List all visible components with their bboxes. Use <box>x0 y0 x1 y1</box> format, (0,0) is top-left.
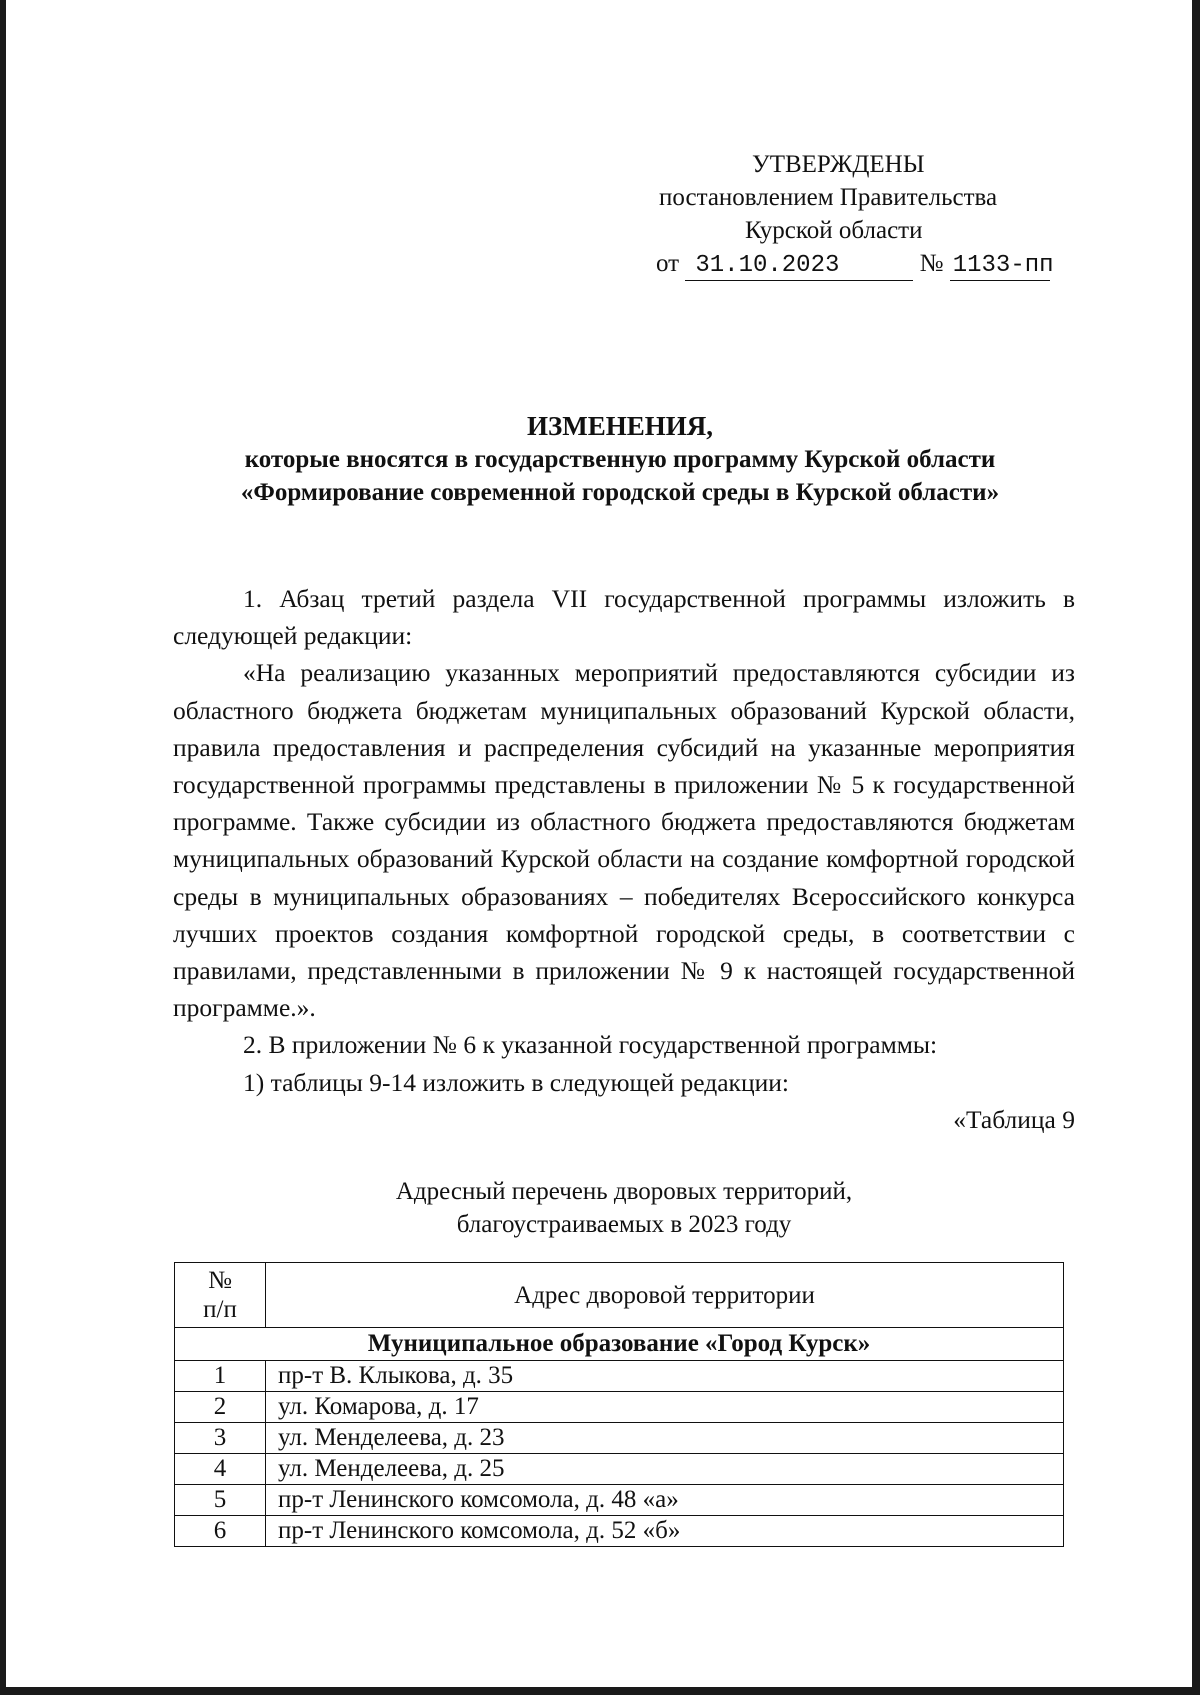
row-number: 3 <box>175 1423 266 1454</box>
row-address: ул. Комарова, д. 17 <box>266 1392 1064 1423</box>
title-line-3: «Формирование современной городской среды в Курской области» <box>240 479 1000 506</box>
title-line-2: которые вносятся в государственную программу Курской области <box>244 446 996 473</box>
row-address: пр-т Ленинского комсомола, д. 48 «а» <box>266 1485 1064 1516</box>
table-row <box>175 1516 1064 1547</box>
approval-date: 31.10.2023 <box>685 252 913 281</box>
approval-from-label: от <box>656 250 680 277</box>
row-address: пр-т Ленинского комсомола, д. 52 «б» <box>266 1516 1064 1547</box>
table-header-row <box>175 1263 1064 1328</box>
address-table <box>174 1262 1064 1547</box>
paragraph-3: 2. В приложении № 6 к указанной государственной программы: <box>243 1030 938 1060</box>
approval-number: 1133-пп <box>950 252 1050 281</box>
paragraph-2: «На реализацию указанных мероприятий предоставляются субсидии из областного бюджета бюджетам муниципальных образований Курской области, правила предоставления и распределения субсидий на указанные мероприятия государственной программы представлены в приложении № 5 к государственной программе. Также субсидии из областного бюджета предоставляются бюджетам муниципальных образований Курской области на создание комфортной городской среды в муниципальных образованиях – победителях Всероссийского конкурса лучших проектов создания комфортной городской среды, в соответствии с правилами, представленными в приложении № 9 к настоящей государственной программе.». <box>173 658 1075 1023</box>
table-caption <box>173 1175 1075 1241</box>
table-row <box>175 1423 1064 1454</box>
row-address: пр-т В. Клыкова, д. 35 <box>266 1361 1064 1392</box>
approval-line-2: постановлением Правительства <box>659 184 998 211</box>
table-row <box>175 1392 1064 1423</box>
row-number: 4 <box>175 1454 266 1485</box>
table-row <box>175 1361 1064 1392</box>
paragraph-4: 1) таблицы 9-14 изложить в следующей редакции: <box>243 1067 789 1097</box>
caption-line-1: Адресный перечень дворовых территорий, <box>395 1178 853 1205</box>
approval-line-3: Курской области <box>745 217 923 244</box>
approval-block <box>640 148 1080 281</box>
caption-line-2: благоустраиваемых в 2023 году <box>456 1211 792 1238</box>
table-row <box>175 1485 1064 1516</box>
approval-date-line <box>640 247 1080 281</box>
row-address: ул. Менделеева, д. 25 <box>266 1454 1064 1485</box>
row-address: ул. Менделеева, д. 23 <box>266 1423 1064 1454</box>
scan-edge-right <box>1192 0 1200 1695</box>
title-heading: ИЗМЕНЕНИЯ, <box>526 411 713 441</box>
document-title <box>170 410 1070 509</box>
paragraph-1: 1. Абзац третий раздела VII государственной программы изложить в следующей редакции: <box>173 584 1075 651</box>
approval-number-label: № <box>919 250 944 277</box>
table-reference: «Таблица 9 <box>953 1104 1075 1134</box>
approval-heading: УТВЕРЖДЕНЫ <box>752 151 925 178</box>
header-number <box>175 1263 266 1328</box>
row-number: 2 <box>175 1392 266 1423</box>
body-text <box>173 580 1075 1138</box>
group-label: Муниципальное образование «Город Курск» <box>175 1328 1064 1361</box>
scan-edge-bottom <box>0 1687 1200 1695</box>
header-address: Адрес дворовой территории <box>266 1263 1064 1328</box>
table-group-row <box>175 1328 1064 1361</box>
header-number-line-2: п/п <box>203 1296 237 1323</box>
row-number: 1 <box>175 1361 266 1392</box>
row-number: 5 <box>175 1485 266 1516</box>
scan-edge-left <box>0 0 6 1695</box>
row-number: 6 <box>175 1516 266 1547</box>
header-number-line-1: № <box>208 1267 232 1294</box>
table-row <box>175 1454 1064 1485</box>
